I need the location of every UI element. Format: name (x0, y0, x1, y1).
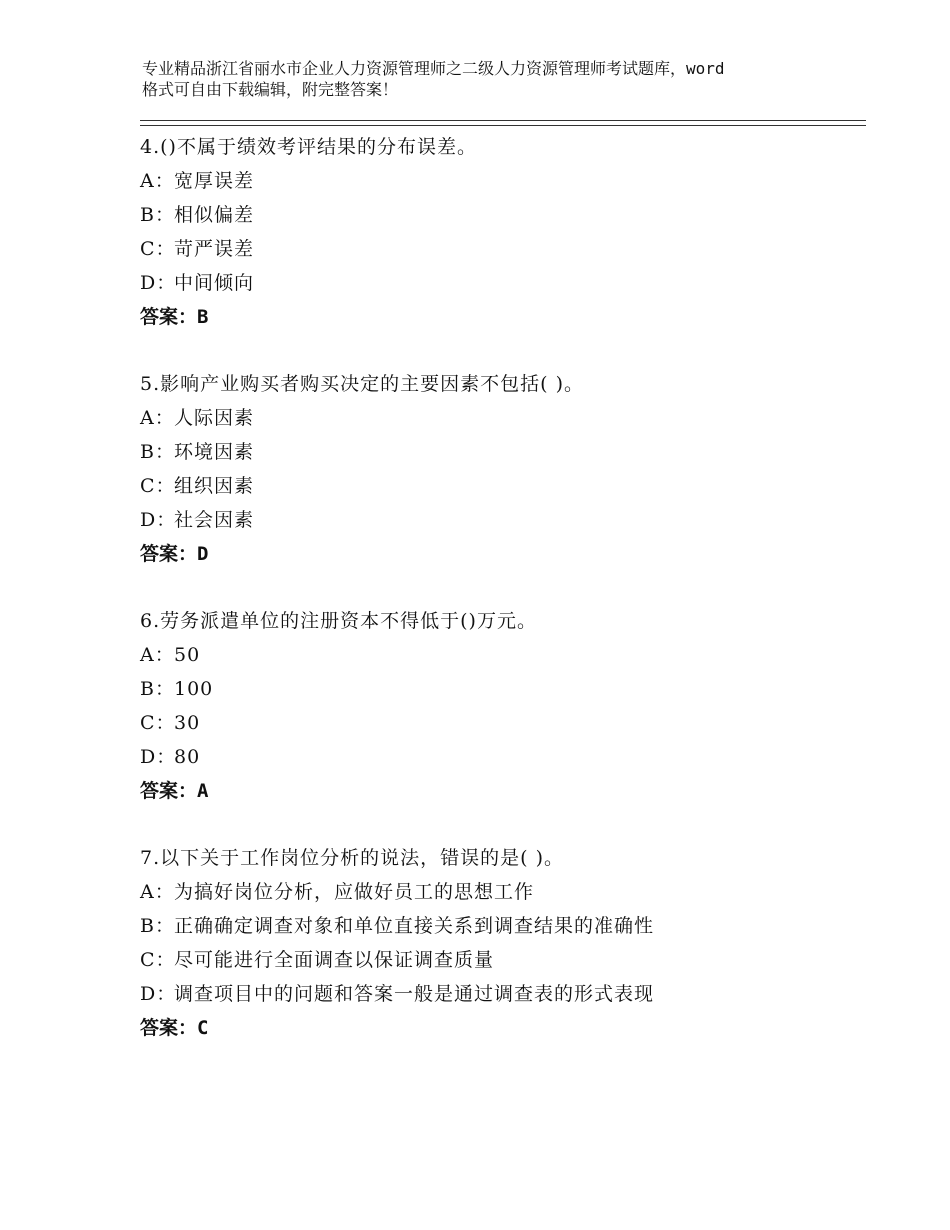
header-line-2: 格式可自由下载编辑，附完整答案！ (142, 80, 399, 99)
question-5 (140, 367, 866, 571)
option-letter: D： (140, 272, 177, 294)
option-text: 人际因素 (174, 407, 255, 429)
answer-line: 答案：B (140, 306, 209, 328)
option-d (140, 740, 866, 774)
option-c (140, 469, 866, 503)
header-line-1: 专业精品浙江省丽水市企业人力资源管理师之二级人力资源管理师考试题库，word (142, 59, 725, 78)
option-d (140, 977, 866, 1011)
question-stem: 4.()不属于绩效考评结果的分布误差。 (140, 136, 477, 158)
option-letter: A： (140, 644, 175, 666)
option-letter: B： (140, 204, 175, 226)
question-4 (140, 130, 866, 334)
option-letter: A： (140, 881, 175, 903)
option-letter: D： (140, 983, 177, 1005)
answer-line: 答案：D (140, 543, 209, 565)
option-text: 相似偏差 (174, 204, 255, 226)
option-text: 调查项目中的问题和答案一般是通过调查表的形式表现 (174, 983, 655, 1005)
option-text: 组织因素 (174, 475, 255, 497)
option-text: 100 (174, 678, 214, 700)
option-text: 环境因素 (174, 441, 255, 463)
option-c (140, 232, 866, 266)
option-letter: C： (140, 238, 176, 260)
option-text: 中间倾向 (174, 272, 255, 294)
answer-line: 答案：C (140, 1017, 209, 1039)
option-text: 尽可能进行全面调查以保证调查质量 (174, 949, 495, 971)
question-stem: 6.劳务派遣单位的注册资本不得低于()万元。 (140, 610, 537, 632)
option-letter: B： (140, 678, 175, 700)
option-letter: C： (140, 712, 176, 734)
option-text: 宽厚误差 (174, 170, 255, 192)
option-text: 30 (174, 712, 201, 734)
question-stem: 7.以下关于工作岗位分析的说法，错误的是( )。 (140, 847, 564, 869)
question-7 (140, 841, 866, 1045)
option-b (140, 198, 866, 232)
option-a (140, 875, 866, 909)
option-a (140, 164, 866, 198)
option-text: 社会因素 (174, 509, 255, 531)
option-letter: C： (140, 949, 176, 971)
option-text: 正确确定调查对象和单位直接关系到调查结果的准确性 (174, 915, 655, 937)
option-letter: C： (140, 475, 176, 497)
question-6 (140, 604, 866, 808)
answer-line: 答案：A (140, 780, 209, 802)
page-header (142, 58, 832, 100)
question-stem: 5.影响产业购买者购买决定的主要因素不包括( )。 (140, 373, 584, 395)
question-list (140, 130, 866, 1078)
option-b (140, 435, 866, 469)
option-b (140, 672, 866, 706)
option-text: 为搞好岗位分析，应做好员工的思想工作 (174, 881, 535, 903)
option-c (140, 943, 866, 977)
option-text: 苛严误差 (174, 238, 255, 260)
header-divider (140, 120, 866, 126)
option-letter: D： (140, 746, 177, 768)
option-letter: B： (140, 441, 175, 463)
option-letter: B： (140, 915, 175, 937)
option-text: 50 (174, 644, 201, 666)
option-letter: A： (140, 170, 175, 192)
option-text: 80 (174, 746, 201, 768)
option-letter: D： (140, 509, 177, 531)
option-b (140, 909, 866, 943)
option-letter: A： (140, 407, 175, 429)
option-c (140, 706, 866, 740)
option-a (140, 401, 866, 435)
option-a (140, 638, 866, 672)
option-d (140, 503, 866, 537)
option-d (140, 266, 866, 300)
